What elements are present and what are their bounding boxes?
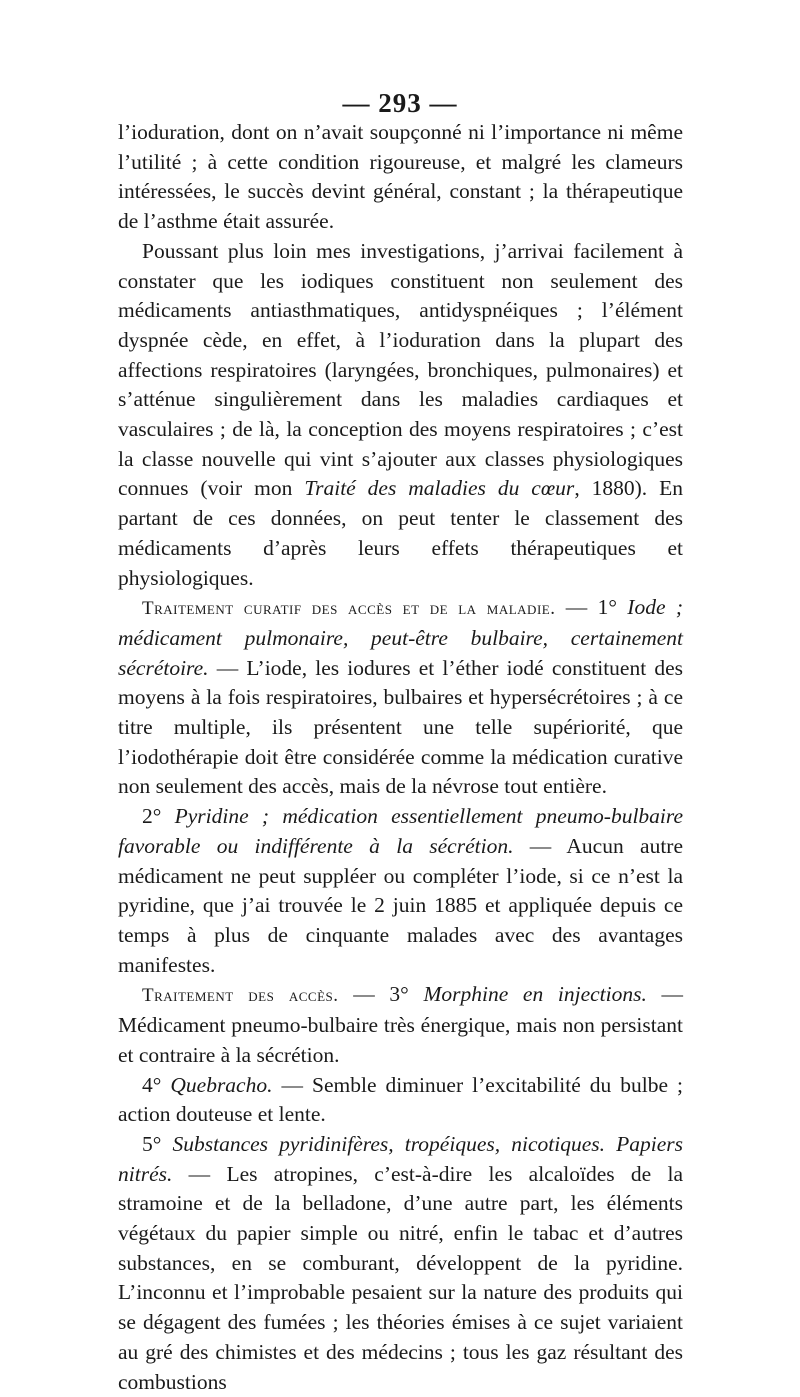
item-title-iode: Iode ; médicament pulmonaire, peut-être bulbaire, certainement sécrétoire.	[118, 595, 683, 680]
item-number-1: — 1°	[565, 595, 617, 620]
paragraph-7-text: — Les atropines, c’est-à-dire les alcaloïdes de la stramoine et de la belladone, d’une autre part, les éléments végétaux du papier simple ou nitré, enfin le tabac et d’autres substances, en se comburant, développent de la pyridine. L’inconnu et l’improbable pesaient sur la nature des produits qui se dégagent des fumées ; les théories émises à ce sujet variaient au gré des chimistes et des médecins ; tous les gaz résultant des combustions	[118, 1161, 684, 1394]
paragraph-5	[118, 980, 683, 1070]
section-heading-acces: Traitement des accès.	[142, 985, 339, 1007]
item-title-quebracho: Quebracho.	[170, 1072, 273, 1097]
page-body	[118, 118, 683, 1397]
item-title-pyridine: Pyridine ; médication essentiellement pneumo-bulbaire favorable ou indifférente à la sécrétion.	[118, 804, 684, 858]
paragraph-3-text: — L’iode, les iodures et l’éther iodé constituent des moyens à la fois respiratoires, bulbaires et hypersécrétoires ; à ce titre multiple, ils présentent une telle supériorité, que l’iodothérapie doit être considérée comme la médication curative non seulement des accès, mais de la névrose tout entière.	[118, 655, 684, 799]
item-number-5: 5°	[142, 1131, 162, 1156]
item-title-morphine: Morphine en injections.	[423, 982, 647, 1007]
paragraph-4	[118, 802, 683, 980]
item-title-substances: Substances pyridinifères, tropéiques, nicotiques. Papiers nitrés.	[118, 1131, 684, 1186]
section-heading-curative: Traitement curatif des accès et de la maladie.	[142, 598, 556, 620]
paragraph-2-text-a: Poussant plus loin mes investigations, j’arrivai facilement à constater que les iodiques constituent non seulement des médicaments antiasthmatiques, antidyspnéiques ; l’élément dyspnée cède, en effet, à l’ioduration dans la plupart des affections respiratoires (laryngées, bronchiques, pulmonaires) et s’atténue singulièrement dans les maladies cardiaques et vasculaires ; de là, la conception des moyens respiratoires ; c’est la classe nouvelle qui vint s’ajouter aux classes physiologiques connues (voir mon	[118, 238, 683, 501]
paragraph-6	[118, 1071, 683, 1130]
paragraph-2-text-b: , 1880). En partant de ces données, on peut tenter le classement des médicaments d’après leurs effets thérapeutiques et physiologiques.	[118, 476, 684, 590]
item-number-2: 2°	[142, 804, 162, 829]
paragraph-3	[118, 593, 683, 802]
paragraph-2	[118, 237, 683, 593]
paragraph-6-text: — Semble diminuer l’excitabilité du bulbe ; action douteuse et lente.	[118, 1072, 684, 1127]
paragraph-1: l’ioduration, dont on n’avait soupçonné ni l’importance ni même l’utilité ; à cette condition rigoureuse, et malgré les clameurs intéressées, le succès devint général, constant ; la thérapeutique de l’asthme était assurée.	[118, 120, 683, 234]
item-number-4: 4°	[142, 1072, 162, 1097]
page-number: — 293 —	[342, 88, 458, 118]
book-title: Traité des maladies du cœur	[304, 476, 575, 501]
paragraph-4-text: — Aucun autre médicament ne peut suppléer ou compléter l’iode, si ce n’est la pyridine, que j’ai trouvée le 2 juin 1885 et appliquée depuis ce temps à plus de cinquante malades avec des avantages manifestes.	[118, 833, 684, 977]
paragraph-7	[118, 1130, 683, 1397]
item-number-3: — 3°	[353, 982, 409, 1007]
paragraph-5-text: — Médicament pneumo-bulbaire très énergique, mais non persistant et contraire à la sécrétion.	[118, 982, 684, 1067]
